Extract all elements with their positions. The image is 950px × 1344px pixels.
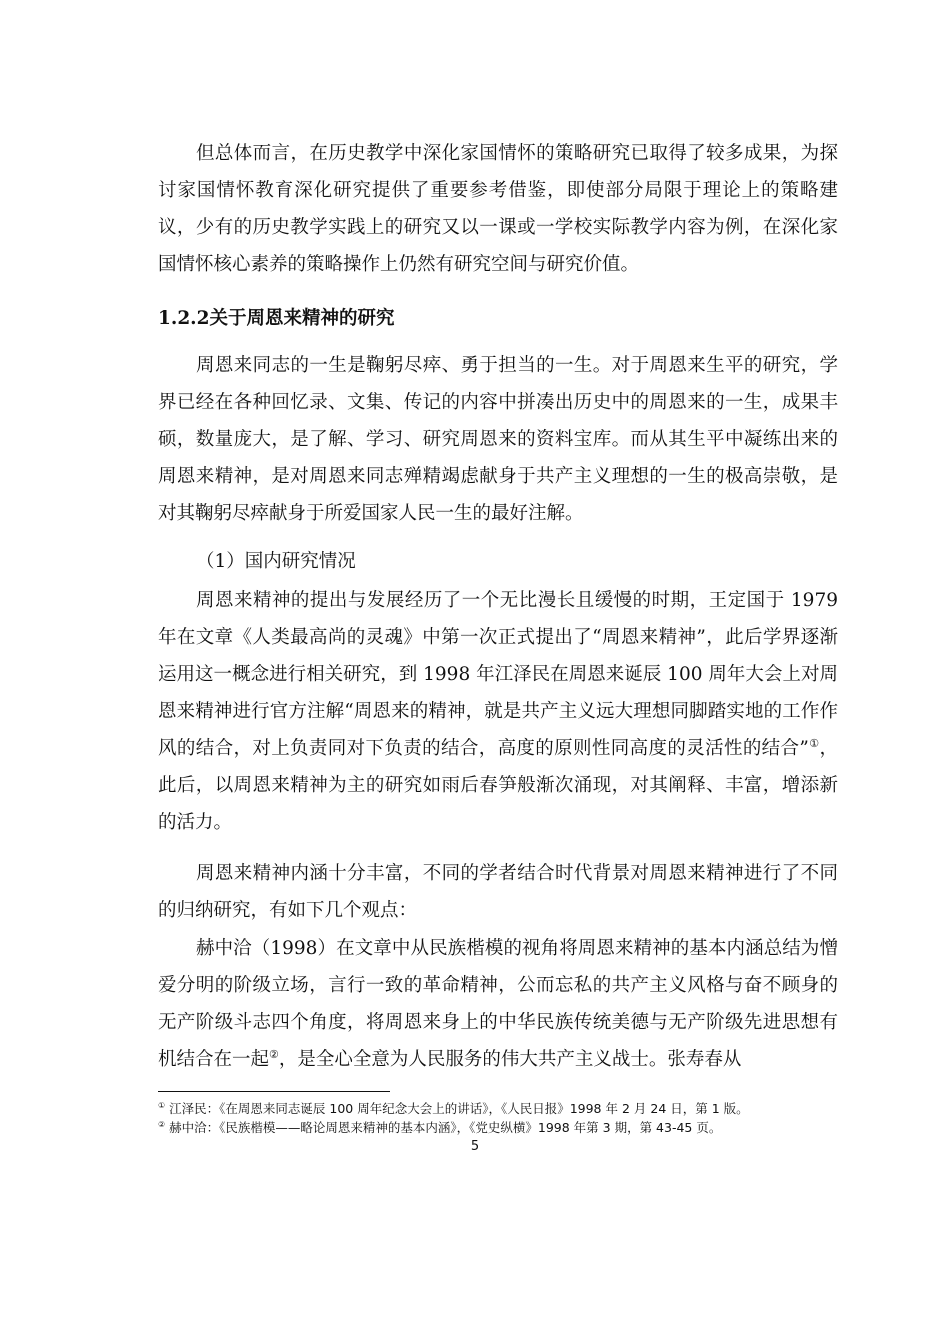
- footnote-separator: [158, 1091, 390, 1092]
- subheading-domestic-research: （1）国内研究情况: [196, 551, 356, 572]
- page-number: 5: [470, 1139, 480, 1154]
- footnote-ref-1[interactable]: ①: [808, 736, 820, 750]
- paragraph-5: [158, 930, 838, 1078]
- paragraph-5-text-cont: ，是全心全意为人民服务的伟大共产主义战士。张寿春从: [278, 1049, 742, 1070]
- footnote-1-text: 江泽民：《在周恩来同志诞辰 100 周年纪念大会上的讲话》，《人民日报》1998 年 2 月 24 日，第 1 版。: [165, 1101, 749, 1116]
- paragraph-3-text-cont: ，此后，以周恩来精神为主的研究如雨后春笋般渐次涌现，对其阐释、丰富，增添新的活力。: [158, 738, 838, 833]
- footnote-2: [158, 1119, 858, 1137]
- footnote-1: [158, 1100, 858, 1118]
- footnote-2-mark: ②: [158, 1119, 166, 1129]
- footnote-1-mark: ①: [158, 1100, 166, 1110]
- section-heading: 1.2.2关于周恩来精神的研究: [158, 308, 395, 329]
- paragraph-3: [158, 582, 838, 841]
- paragraph-4: 周恩来精神内涵十分丰富，不同的学者结合时代背景对周恩来精神进行了不同的归纳研究，有如下几个观点：: [158, 863, 838, 921]
- footnote-2-text: 赫中洽：《民族楷模——略论周恩来精神的基本内涵》，《党史纵横》1998 年第 3 期，第 43-45 页。: [165, 1120, 722, 1135]
- paragraph-1: 但总体而言，在历史教学中深化家国情怀的策略研究已取得了较多成果，为探讨家国情怀教育深化研究提供了重要参考借鉴，即使部分局限于理论上的策略建议，少有的历史教学实践上的研究又以一课或一学校实际教学内容为例，在深化家国情怀核心素养的策略操作上仍然有研究空间与研究价值。: [158, 143, 838, 275]
- paragraph-2: 周恩来同志的一生是鞠躬尽瘁、勇于担当的一生。对于周恩来生平的研究，学界已经在各种回忆录、文集、传记的内容中拼凑出历史中的周恩来的一生，成果丰硕，数量庞大，是了解、学习、研究周恩来的资料宝库。而从其生平中凝练出来的周恩来精神，是对周恩来同志殚精竭虑献身于共产主义理想的一生的极高崇敬，是对其鞠躬尽瘁献身于所爱国家人民一生的最好注解。: [158, 355, 838, 524]
- paragraph-3-text: 周恩来精神的提出与发展经历了一个无比漫长且缓慢的时期，王定国于 1979年在文章《人类最高尚的灵魂》中第一次正式提出了“周恩来精神”，此后学界逐渐运用这一概念进行相关研究，到 1998 年江泽民在周恩来诞辰 100 周年大会上对周恩来精神进行官方注解“周恩来的精神，就是共产主义远大理想同脚踏实地的工作作风的结合，对上负责同对下负责的结合，高度的原则性同高度的灵活性的结合”: [158, 590, 838, 759]
- paragraph-5-text: 赫中洽（1998）在文章中从民族楷模的视角将周恩来精神的基本内涵总结为憎爱分明的阶级立场，言行一致的革命精神，公而忘私的共产主义风格与奋不顾身的无产阶级斗志四个角度，将周恩来身上的中华民族传统美德与无产阶级先进思想有机结合在一起: [158, 938, 838, 1070]
- footnote-ref-2[interactable]: ②: [269, 1047, 279, 1061]
